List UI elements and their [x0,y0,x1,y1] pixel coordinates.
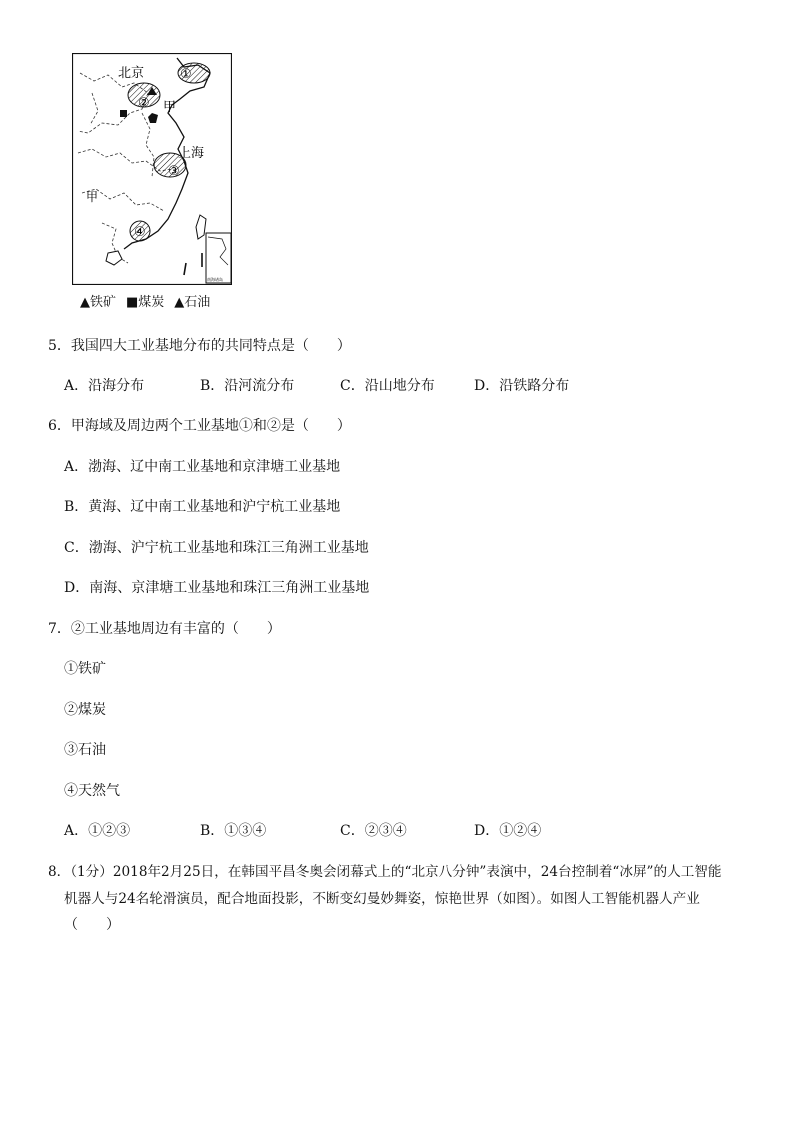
china-industrial-base-map [72,53,232,285]
coal-marker [120,110,127,117]
marker-2: ② [138,96,150,111]
marker-3: ③ [168,164,180,179]
question-6-stem: 6．甲海域及周边两个工业基地①和②是（ ） [48,418,351,434]
label-beijing: 北京 [118,66,145,81]
legend-oil: ▲石油 [174,295,211,310]
q6-option-c[interactable]: C．渤海、沪宁杭工业基地和珠江三角洲工业基地 [64,540,369,556]
label-jia-north: 甲 [163,100,177,115]
question-8-line-3: （ ） [64,917,120,933]
q5-option-a[interactable]: A．沿海分布 [64,378,145,394]
q7-item-2: ②煤炭 [64,702,106,718]
label-shanghai: 上海 [178,146,205,161]
legend-coal: ■煤炭 [126,295,165,310]
q5-option-d[interactable]: D．沿铁路分布 [474,378,570,394]
oil-icon: ▲ [174,295,185,310]
label-jia-south: 甲 [86,190,99,204]
q7-option-c[interactable]: C．②③④ [340,823,407,839]
question-8-line-2: 机器人与24名轮滑演员，配合地面投影，不断变幻曼妙舞姿，惊艳世界（如图）。如图人工智能机器人产业 [64,891,700,907]
question-7-stem: 7．②工业基地周边有丰富的（ ） [48,621,281,637]
q6-option-a[interactable]: A．渤海、辽中南工业基地和京津塘工业基地 [64,459,341,475]
q7-item-4: ④天然气 [64,783,120,799]
q7-item-3: ③石油 [64,742,106,758]
marker-4: ④ [134,225,146,240]
q6-option-d[interactable]: D．南海、京津塘工业基地和珠江三角洲工业基地 [64,580,370,596]
q5-option-b[interactable]: B．沿河流分布 [200,378,295,394]
q5-option-c[interactable]: C．沿山地分布 [340,378,435,394]
question-5-stem: 5．我国四大工业基地分布的共同特点是（ ） [48,338,351,354]
q7-option-a[interactable]: A．①②③ [64,823,131,839]
map-legend [80,291,210,310]
marker-1: ① [180,67,192,82]
q7-option-b[interactable]: B．①③④ [200,823,267,839]
inset-caption: 南海诸岛 [207,277,223,282]
question-8-line-1: 8．（1分）2018年2月25日，在韩国平昌冬奥会闭幕式上的“北京八分钟”表演中，24台控制着“冰屏”的人工智能 [48,864,722,880]
q7-item-1: ①铁矿 [64,661,106,677]
q7-option-d[interactable]: D．①②④ [474,823,542,839]
legend-iron: ▲铁矿 [80,295,116,310]
q6-option-b[interactable]: B．黄海、辽中南工业基地和沪宁杭工业基地 [64,499,341,515]
